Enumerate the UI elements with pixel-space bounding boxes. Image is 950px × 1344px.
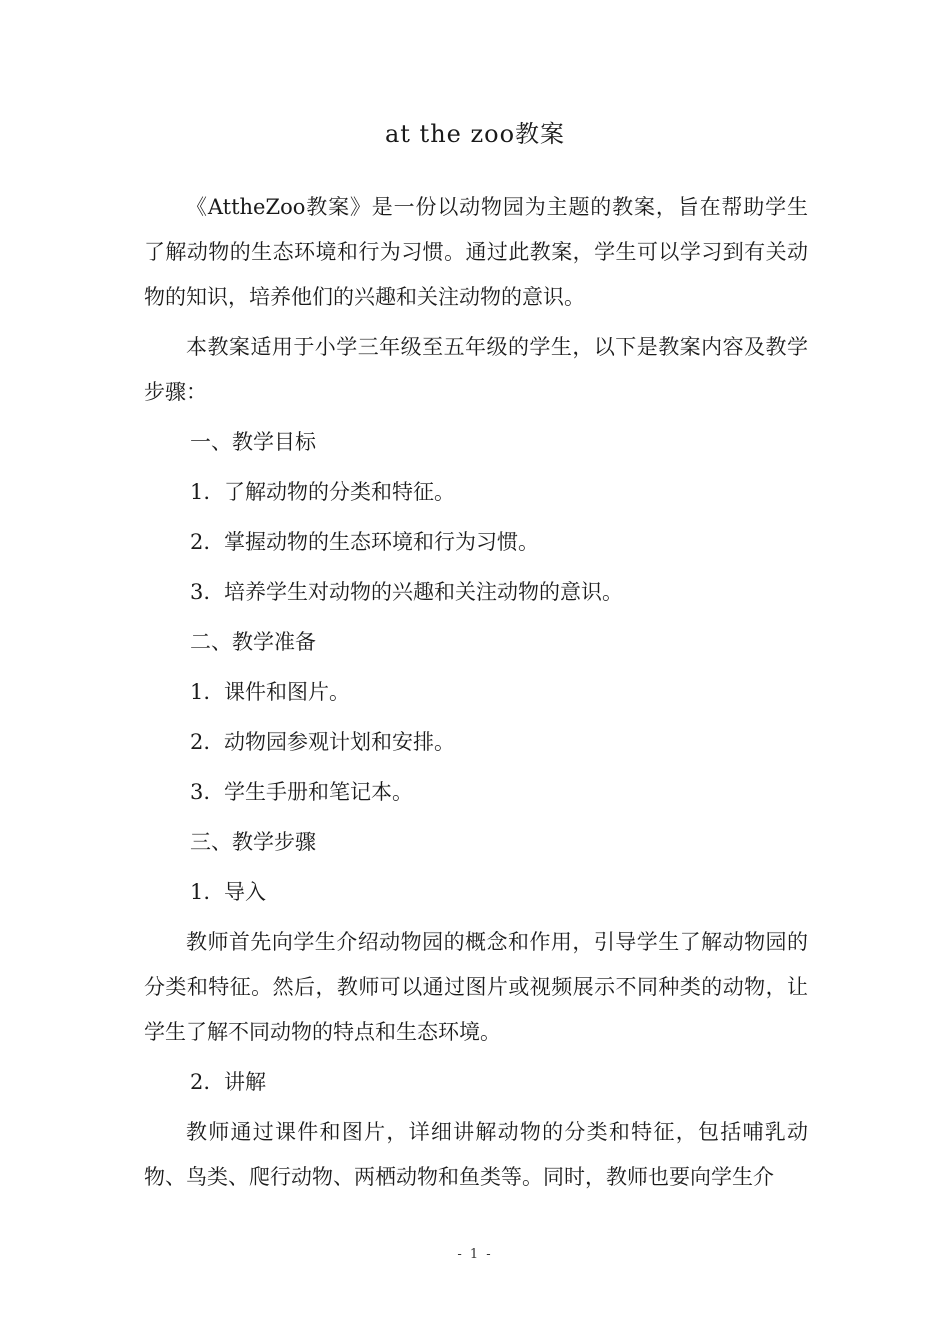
list-item-number: 1. (190, 480, 211, 504)
document-body (144, 185, 808, 1205)
section-heading-goals: 一、教学目标 (190, 430, 316, 454)
section-heading-steps: 三、教学步骤 (190, 830, 316, 854)
list-item-text: 动物园参观计划和安排。 (224, 730, 455, 754)
list-item (144, 470, 808, 515)
list-item (144, 720, 808, 765)
list-item-text: 培养学生对动物的兴趣和关注动物的意识。 (224, 580, 623, 604)
step-number: 1. (190, 880, 211, 904)
page-number: - 1 - (457, 1247, 493, 1262)
list-item-number: 2. (190, 530, 211, 554)
step-heading (144, 1060, 808, 1105)
step-number: 2. (190, 1070, 211, 1094)
section-heading-preparation: 二、教学准备 (190, 630, 316, 654)
list-item-number: 1. (190, 680, 211, 704)
list-item-text: 学生手册和笔记本。 (224, 780, 413, 804)
list-item-text: 掌握动物的生态环境和行为习惯。 (224, 530, 539, 554)
scope-paragraph: 本教案适用于小学三年级至五年级的学生，以下是教案内容及教学步骤： (144, 335, 808, 404)
step-paragraph: 教师首先向学生介绍动物园的概念和作用，引导学生了解动物园的分类和特征。然后，教师可以通过图片或视频展示不同种类的动物，让学生了解不同动物的特点和生态环境。 (144, 930, 808, 1044)
document-title: at the zoo教案 (384, 120, 566, 148)
list-item-number: 3. (190, 780, 211, 804)
step-heading (144, 870, 808, 915)
intro-paragraph: 《AttheZoo教案》是一份以动物园为主题的教案，旨在帮助学生了解动物的生态环境和行为习惯。通过此教案，学生可以学习到有关动物的知识，培养他们的兴趣和关注动物的意识。 (144, 195, 808, 309)
list-item (144, 570, 808, 615)
list-item (144, 520, 808, 565)
list-item (144, 770, 808, 815)
list-item-number: 3. (190, 580, 211, 604)
list-item-text: 课件和图片。 (224, 680, 350, 704)
step-label: 导入 (224, 880, 266, 904)
list-item-text: 了解动物的分类和特征。 (224, 480, 455, 504)
list-item-number: 2. (190, 730, 211, 754)
step-paragraph: 教师通过课件和图片，详细讲解动物的分类和特征，包括哺乳动物、鸟类、爬行动物、两栖动物和鱼类等。同时，教师也要向学生介 (144, 1120, 808, 1189)
step-label: 讲解 (224, 1070, 266, 1094)
list-item (144, 670, 808, 715)
